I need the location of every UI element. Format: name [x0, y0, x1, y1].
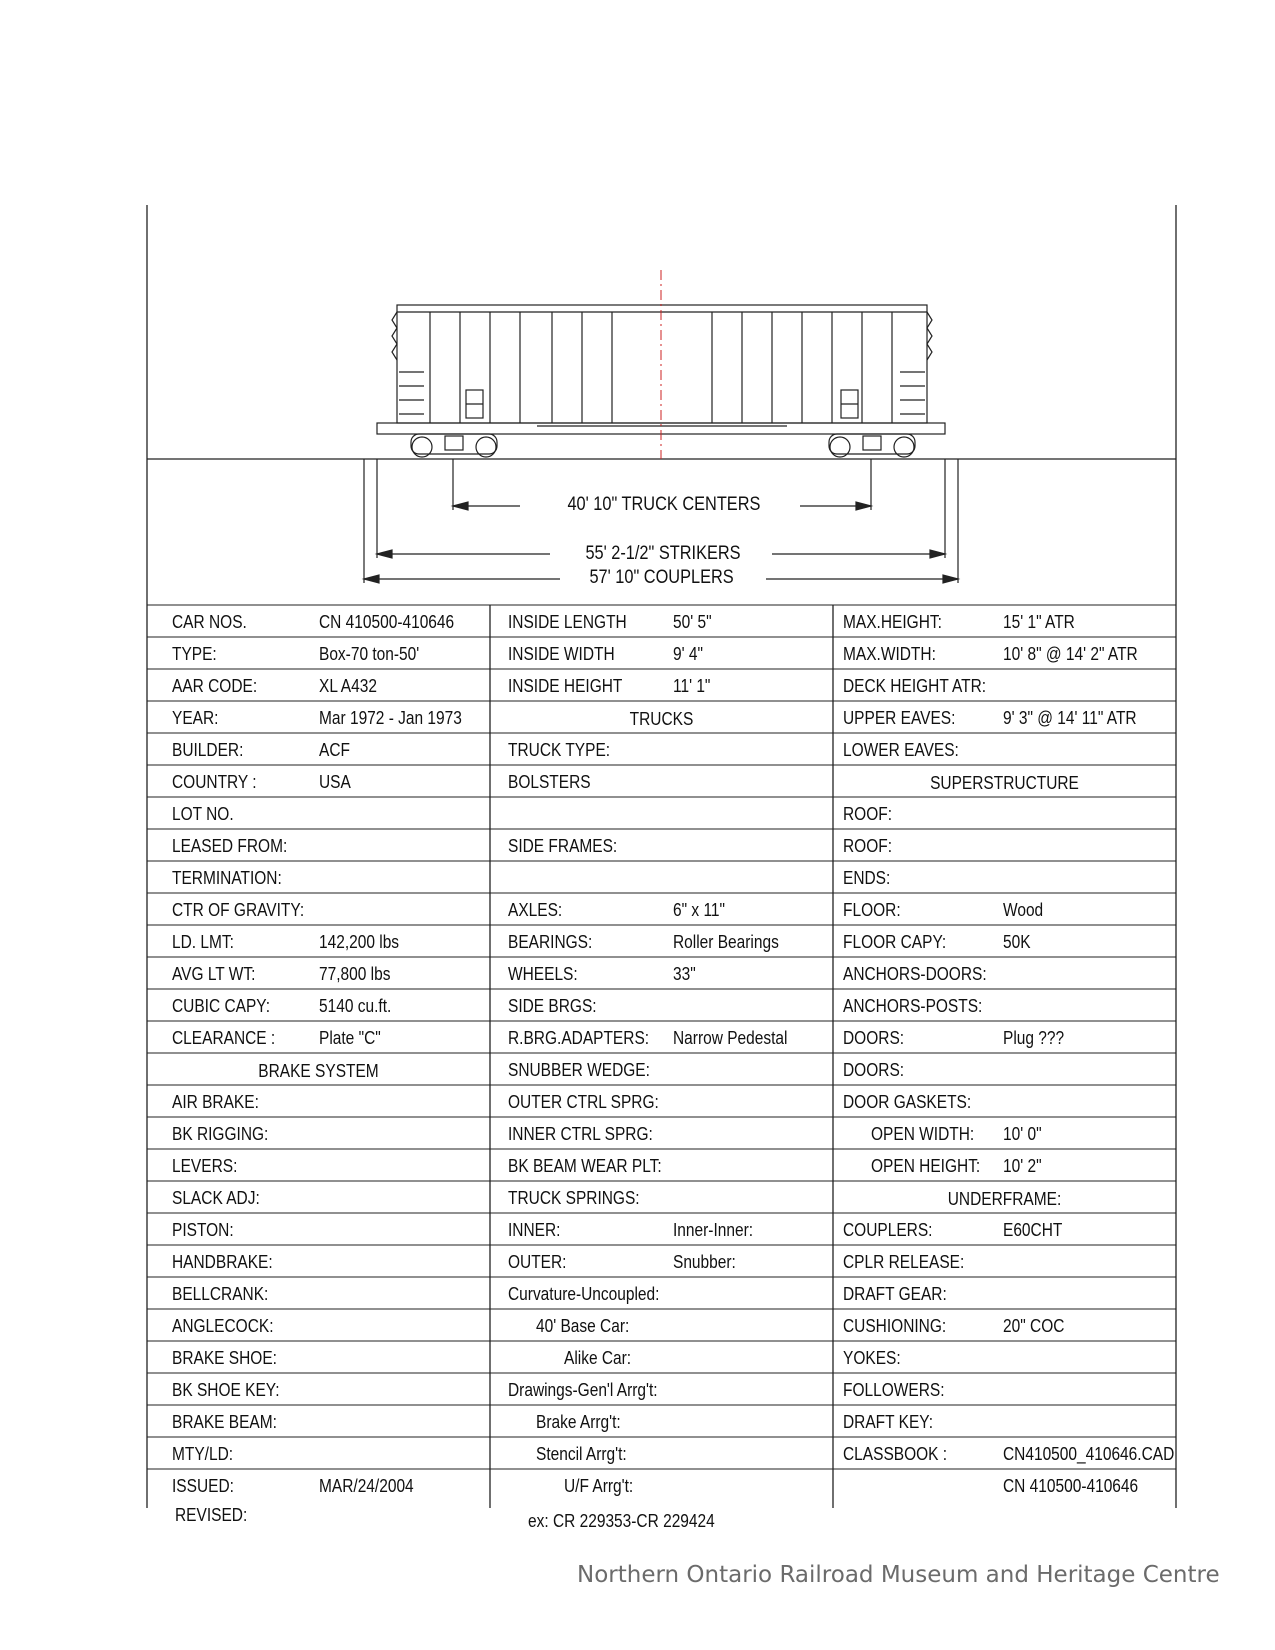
col3-row: [833, 1341, 1176, 1373]
col3-row: [833, 1309, 1176, 1341]
field-label: TRUCK SPRINGS:: [508, 1188, 640, 1208]
field-value: Box-70 ton-50': [319, 644, 420, 664]
col1-row: [147, 1469, 490, 1501]
col1-row: [147, 989, 490, 1021]
field-label: BK RIGGING:: [172, 1124, 269, 1144]
field-value: 6" x 11": [673, 900, 726, 920]
field-label: DOORS:: [843, 1060, 905, 1080]
field-label: YEAR:: [172, 708, 219, 728]
ex-note: ex: CR 229353-CR 229424: [528, 1511, 715, 1531]
col2-row: [490, 637, 833, 669]
field-value: 9' 4": [673, 644, 703, 664]
field-label: OPEN WIDTH:: [871, 1124, 975, 1144]
col3-row: [833, 637, 1176, 669]
col1-row: [147, 893, 490, 925]
field-label: INSIDE HEIGHT: [508, 676, 623, 696]
col2-row: [490, 1181, 833, 1213]
field-label: BRAKE BEAM:: [172, 1412, 277, 1432]
col2-row: [490, 1085, 833, 1117]
field-value: 5140 cu.ft.: [319, 996, 392, 1016]
col3-row: [833, 925, 1176, 957]
col3-row: [833, 1213, 1176, 1245]
field-value: Roller Bearings: [673, 932, 779, 952]
col3-row: [833, 1277, 1176, 1309]
col2-row: [490, 893, 833, 925]
col2-row: [490, 1117, 833, 1149]
truck-centers-dimension: 40' 10" TRUCK CENTERS: [564, 494, 764, 516]
field-label: INNER:: [508, 1220, 561, 1240]
col1-row: [147, 701, 490, 733]
field-value: 11' 1": [673, 676, 711, 696]
field-value: 9' 3" @ 14' 11" ATR: [1003, 708, 1137, 728]
museum-credit: Northern Ontario Railroad Museum and Heritage Centre: [577, 1562, 1220, 1588]
col2-row: [490, 925, 833, 957]
col2-row: [490, 1245, 833, 1277]
col1-row: [147, 1245, 490, 1277]
section-header: TRUCKS: [629, 709, 694, 729]
field-value: CN 410500-410646: [319, 612, 455, 632]
section-header: BRAKE SYSTEM: [258, 1061, 379, 1081]
col2-row: [490, 1213, 833, 1245]
col2-row: [490, 861, 833, 893]
field-label: Brake Arrg't:: [536, 1412, 621, 1432]
field-label: CTR OF GRAVITY:: [172, 900, 305, 920]
col3-row: [833, 1405, 1176, 1437]
field-value: Wood: [1003, 900, 1044, 920]
field-label: ANCHORS-DOORS:: [843, 964, 987, 984]
field-value: Mar 1972 - Jan 1973: [319, 708, 462, 728]
col2-row: [490, 1277, 833, 1309]
field-label: CAR NOS.: [172, 612, 247, 632]
field-value: Narrow Pedestal: [673, 1028, 788, 1048]
col2-row: [490, 989, 833, 1021]
field-value: Plug ???: [1003, 1028, 1065, 1048]
field-value: Snubber:: [673, 1252, 736, 1272]
field-label: SLACK ADJ:: [172, 1188, 260, 1208]
field-label: FLOOR:: [843, 900, 901, 920]
field-label: SNUBBER WEDGE:: [508, 1060, 650, 1080]
col2-row: [490, 669, 833, 701]
field-value: USA: [319, 772, 351, 792]
col1-row: [147, 797, 490, 829]
col3-row: [833, 1437, 1176, 1469]
field-label: SIDE FRAMES:: [508, 836, 618, 856]
field-value: 10' 8" @ 14' 2" ATR: [1003, 644, 1138, 664]
field-label: ANGLECOCK:: [172, 1316, 274, 1336]
field-value: 10' 2": [1003, 1156, 1042, 1176]
field-label: ANCHORS-POSTS:: [843, 996, 983, 1016]
col1-row: [147, 1309, 490, 1341]
field-value: 33": [673, 964, 696, 984]
col3-row: [833, 1469, 1176, 1501]
col1-row: [147, 1373, 490, 1405]
field-value: ACF: [319, 740, 350, 760]
col3-row: [833, 797, 1176, 829]
col1-row: [147, 1277, 490, 1309]
col3-row: [833, 1373, 1176, 1405]
field-label: MAX.HEIGHT:: [843, 612, 942, 632]
section-header: SUPERSTRUCTURE: [930, 773, 1079, 793]
field-label: AIR BRAKE:: [172, 1092, 259, 1112]
col2-row: [490, 1341, 833, 1373]
col1-row: [147, 1149, 490, 1181]
field-label: AAR CODE:: [172, 676, 258, 696]
field-label: CLASSBOOK :: [843, 1444, 948, 1464]
col2-row: [490, 1469, 833, 1501]
field-label: Curvature-Uncoupled:: [508, 1284, 660, 1304]
field-label: WHEELS:: [508, 964, 578, 984]
col1-row: [147, 637, 490, 669]
field-label: TRUCK TYPE:: [508, 740, 611, 760]
field-value: XL A432: [319, 676, 377, 696]
field-label: TYPE:: [172, 644, 217, 664]
field-label: Stencil Arrg't:: [536, 1444, 627, 1464]
col3-row: [833, 829, 1176, 861]
col1-row: [147, 1021, 490, 1053]
col2-row: [490, 1149, 833, 1181]
col3-row: [833, 1021, 1176, 1053]
col3-row: [833, 957, 1176, 989]
field-label: CUBIC CAPY:: [172, 996, 271, 1016]
col2-row: [490, 765, 833, 797]
field-label: AVG LT WT:: [172, 964, 256, 984]
field-label: CLEARANCE :: [172, 1028, 276, 1048]
field-label: INSIDE WIDTH: [508, 644, 615, 664]
field-label: DRAFT GEAR:: [843, 1284, 947, 1304]
field-label: FLOOR CAPY:: [843, 932, 947, 952]
field-label: LOT NO.: [172, 804, 234, 824]
col2-row: [490, 1309, 833, 1341]
field-label: MTY/LD:: [172, 1444, 234, 1464]
field-label: DRAFT KEY:: [843, 1412, 934, 1432]
col2-row: [490, 829, 833, 861]
col2-row: [490, 1021, 833, 1053]
field-label: OUTER:: [508, 1252, 567, 1272]
field-label: LD. LMT:: [172, 932, 234, 952]
col2-row: [490, 1373, 833, 1405]
col3-row: [833, 669, 1176, 701]
field-value: 10' 0": [1003, 1124, 1042, 1144]
field-label: INSIDE LENGTH: [508, 612, 627, 632]
field-label: BEARINGS:: [508, 932, 593, 952]
field-label: HANDBRAKE:: [172, 1252, 273, 1272]
field-label: OUTER CTRL SPRG:: [508, 1092, 659, 1112]
field-value: Plate "C": [319, 1028, 381, 1048]
col1-row: [147, 765, 490, 797]
field-label: R.BRG.ADAPTERS:: [508, 1028, 650, 1048]
field-label: DOOR GASKETS:: [843, 1092, 972, 1112]
col1-row: [147, 1053, 490, 1085]
couplers-dimension: 57' 10" COUPLERS: [586, 567, 737, 589]
field-label: CUSHIONING:: [843, 1316, 947, 1336]
col1-row: [147, 669, 490, 701]
field-label: BK SHOE KEY:: [172, 1380, 280, 1400]
col3-row: [833, 861, 1176, 893]
col2-row: [490, 701, 833, 733]
col1-row: [147, 1341, 490, 1373]
field-label: Alike Car:: [564, 1348, 632, 1368]
revised-label: REVISED:: [175, 1505, 248, 1525]
col2-row: [490, 733, 833, 765]
col2-row: [490, 1053, 833, 1085]
field-value: 142,200 lbs: [319, 932, 400, 952]
col3-row: [833, 765, 1176, 797]
strikers-dimension: 55' 2-1/2" STRIKERS: [582, 543, 744, 565]
col1-row: [147, 957, 490, 989]
field-value: 15' 1" ATR: [1003, 612, 1075, 632]
col3-row: [833, 701, 1176, 733]
section-header: UNDERFRAME:: [947, 1189, 1062, 1209]
field-label: CPLR RELEASE:: [843, 1252, 965, 1272]
field-label: ROOF:: [843, 836, 893, 856]
field-label: LEVERS:: [172, 1156, 238, 1176]
col3-row: [833, 1181, 1176, 1213]
col2-row: [490, 957, 833, 989]
col2-row: [490, 1437, 833, 1469]
field-label: BRAKE SHOE:: [172, 1348, 277, 1368]
field-value: MAR/24/2004: [319, 1476, 414, 1496]
field-label: INNER CTRL SPRG:: [508, 1124, 653, 1144]
col1-row: [147, 733, 490, 765]
field-value: 20" COC: [1003, 1316, 1065, 1336]
col1-row: [147, 861, 490, 893]
col1-row: [147, 605, 490, 637]
field-label: BUILDER:: [172, 740, 244, 760]
field-label: BK BEAM WEAR PLT:: [508, 1156, 662, 1176]
col1-row: [147, 829, 490, 861]
col1-row: [147, 1437, 490, 1469]
field-label: U/F Arrg't:: [564, 1476, 634, 1496]
field-label: DOORS:: [843, 1028, 905, 1048]
col3-row: [833, 1149, 1176, 1181]
col2-row: [490, 605, 833, 637]
field-value: CN410500_410646.CAD: [1003, 1444, 1175, 1464]
field-label: ISSUED:: [172, 1476, 234, 1496]
field-label: LEASED FROM:: [172, 836, 288, 856]
field-value: 50' 5": [673, 612, 712, 632]
col3-row: [833, 1053, 1176, 1085]
field-value: 77,800 lbs: [319, 964, 391, 984]
col1-row: [147, 1181, 490, 1213]
field-value: 50K: [1003, 932, 1031, 952]
field-label: OPEN HEIGHT:: [871, 1156, 981, 1176]
col1-row: [147, 1405, 490, 1437]
field-value: CN 410500-410646: [1003, 1476, 1139, 1496]
field-label: MAX.WIDTH:: [843, 644, 936, 664]
field-label: BELLCRANK:: [172, 1284, 269, 1304]
field-label: DECK HEIGHT ATR:: [843, 676, 987, 696]
col3-row: [833, 733, 1176, 765]
field-label: COUNTRY :: [172, 772, 257, 792]
col3-row: [833, 1117, 1176, 1149]
col1-row: [147, 1213, 490, 1245]
field-label: PISTON:: [172, 1220, 234, 1240]
field-label: 40' Base Car:: [536, 1316, 630, 1336]
field-label: Drawings-Gen'l Arrg't:: [508, 1380, 658, 1400]
field-label: YOKES:: [843, 1348, 901, 1368]
col2-row: [490, 797, 833, 829]
field-value: E60CHT: [1003, 1220, 1063, 1240]
col1-row: [147, 925, 490, 957]
field-label: ENDS:: [843, 868, 891, 888]
field-label: ROOF:: [843, 804, 893, 824]
field-label: UPPER EAVES:: [843, 708, 956, 728]
field-label: FOLLOWERS:: [843, 1380, 945, 1400]
field-label: TERMINATION:: [172, 868, 282, 888]
col3-row: [833, 893, 1176, 925]
field-label: BOLSTERS: [508, 772, 591, 792]
field-label: COUPLERS:: [843, 1220, 933, 1240]
col3-row: [833, 605, 1176, 637]
field-value: Inner-Inner:: [673, 1220, 754, 1240]
col3-row: [833, 1245, 1176, 1277]
col3-row: [833, 989, 1176, 1021]
col2-row: [490, 1405, 833, 1437]
field-label: SIDE BRGS:: [508, 996, 597, 1016]
col3-row: [833, 1085, 1176, 1117]
field-label: LOWER EAVES:: [843, 740, 959, 760]
col1-row: [147, 1117, 490, 1149]
field-label: AXLES:: [508, 900, 563, 920]
col1-row: [147, 1085, 490, 1117]
